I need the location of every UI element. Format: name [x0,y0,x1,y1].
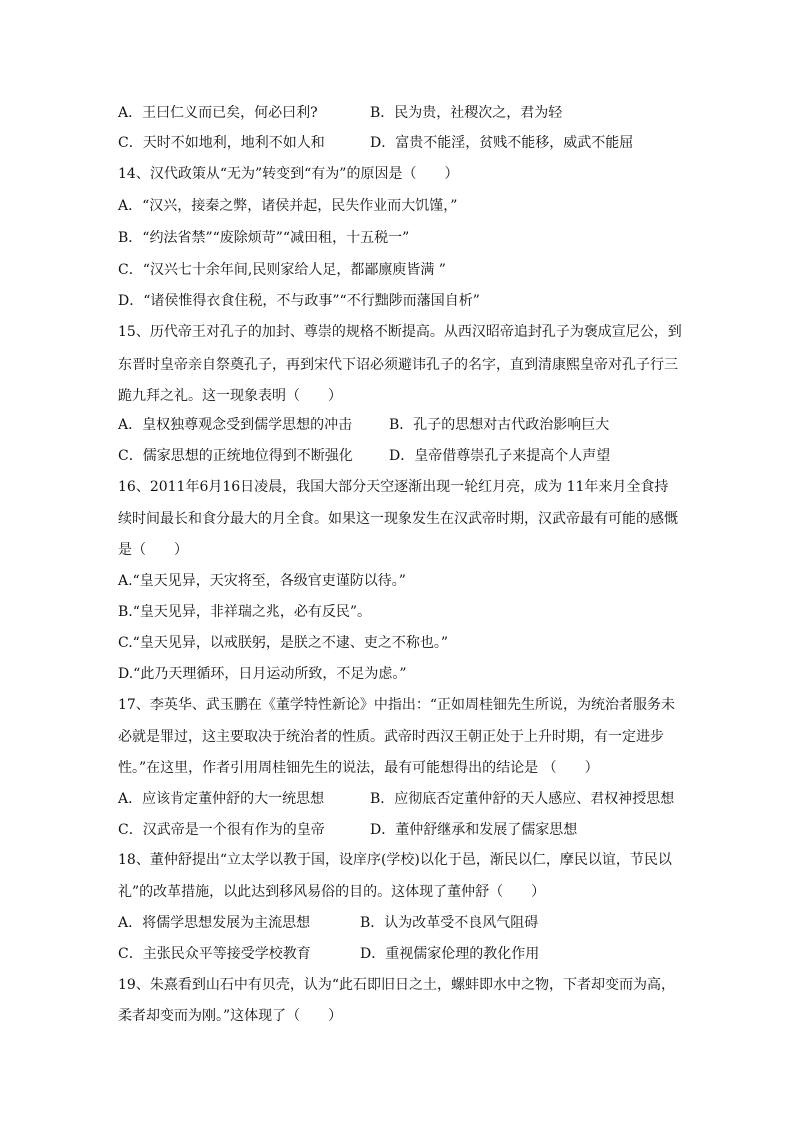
q17-option-c: C．汉武帝是一个很有作为的皇帝 [118,822,325,838]
q18-row-ab [118,913,539,933]
q13-option-c: C．天时不如地利，地利不如人和 [118,135,325,151]
q16-stem-line-3: 是（ ） [118,542,188,558]
q16-option-d: D.“此乃天理循环，日月运动所致，不足为虑。” [118,666,407,682]
q16-option-b: B.“皇天见异，非祥瑞之兆，必有反民”。 [118,604,372,620]
q19-stem-line-2: 柔者却变而为刚。”这体现了（ ） [118,1008,343,1024]
q17-stem-line-1: 17、李英华、武玉鹏在《董学特性新论》中指出：“正如周桂钿先生所说，为统治者服务未 [118,697,675,713]
q14-option-a: A．“汉兴，接秦之弊，诸侯并起，民失作业而大饥馑，” [118,198,458,214]
q14-stem: 14、汉代政策从“无为”转变到“有为”的原因是（ ） [118,166,459,182]
q15-option-b: B．孔子的思想对古代政治影响巨大 [389,417,610,433]
q18-option-c: C．主张民众平等接受学校教育 [118,946,311,962]
q17-row-cd [118,820,578,840]
q13-option-a: A．王曰仁义而已矣，何必曰利? [118,105,318,121]
q15-stem-line-3: 跪九拜之礼。这一现象表明（ ） [118,388,342,404]
q13-row-ab [118,103,563,123]
q13-option-b: B．民为贵，社稷次之，君为轻 [370,105,563,121]
q15-row-ab [118,415,610,435]
q18-option-a: A．将儒学思想发展为主流思想 [118,915,311,931]
q16-option-c: C.“皇天见异，以戒朕躬，是朕之不逮、吏之不称也。” [118,635,448,651]
q18-option-b: B．认为改革受不良风气阻碍 [360,915,539,931]
q17-option-b: B．应彻底否定董仲舒的天人感应、君权神授思想 [370,791,675,807]
q18-stem-line-2: 礼”的改革措施，以此达到移风易俗的目的。这体现了董仲舒（ ） [118,884,546,900]
q17-option-a: A．应该肯定董仲舒的大一统思想 [118,791,325,807]
q15-row-cd [118,446,611,466]
q17-stem-line-2: 必就是罪过，这主要取决于统治者的性质。武帝时西汉王朝正处于上升时期，有一定进步 [118,729,664,745]
q15-option-d: D．皇帝借尊崇孔子来提高个人声望 [389,448,611,464]
q18-row-cd [118,944,540,964]
q15-stem-line-2: 东晋时皇帝亲自祭奠孔子，再到宋代下诏必须避讳孔子的名字，直到清康熙皇帝对孔子行三 [118,357,678,373]
q13-row-cd [118,133,634,153]
q19-stem-line-1: 19、朱熹看到山石中有贝壳，认为“此石即旧日之土，螺蚌即水中之物，下者却变而为高， [118,977,675,993]
q15-option-a: A．皇权独尊观念受到儒学思想的冲击 [118,417,353,433]
q16-stem-line-1: 16、2011年6月16日凌晨，我国大部分天空逐渐出现一轮红月亮，成为 11年来月全食持 [118,479,669,495]
q18-stem-line-1: 18、董仲舒提出“立太学以教于国，设庠序(学校)以化于邑，渐民以仁，摩民以谊，节民以 [118,852,672,868]
q16-option-a: A.“皇天见异，天灾将至，各级官吏谨防以待。” [118,573,406,589]
q16-stem-line-2: 续时间最长和食分最大的月全食。如果这一现象发生在汉武帝时期，汉武帝最有可能的感慨 [118,511,678,527]
q13-option-d: D．富贵不能淫，贫贱不能移，威武不能屈 [370,135,634,151]
q17-row-ab [118,789,675,809]
q17-option-d: D．董仲舒继承和发展了儒家思想 [370,822,578,838]
q15-option-c: C．儒家思想的正统地位得到不断强化 [118,448,353,464]
q14-option-c: C．“汉兴七十余年间,民则家给人足，都鄙廪庾皆满 ” [118,262,446,278]
q14-option-d: D．“诸侯惟得衣食住税，不与政事”“不行黜陟而藩国自析” [118,293,480,309]
q15-stem-line-1: 15、历代帝王对孔子的加封、尊崇的规格不断提高。从西汉昭帝追封孔子为褒成宣尼公，到 [118,324,682,340]
q18-option-d: D．重视儒家伦理的教化作用 [360,946,540,962]
q14-option-b: B．“约法省禁”“废除烦苛”“减田租，十五税一” [118,230,410,246]
q17-stem-line-3: 性。”在这里，作者引用周桂钿先生的说法，最有可能想得出的结论是 （ ） [118,760,599,776]
